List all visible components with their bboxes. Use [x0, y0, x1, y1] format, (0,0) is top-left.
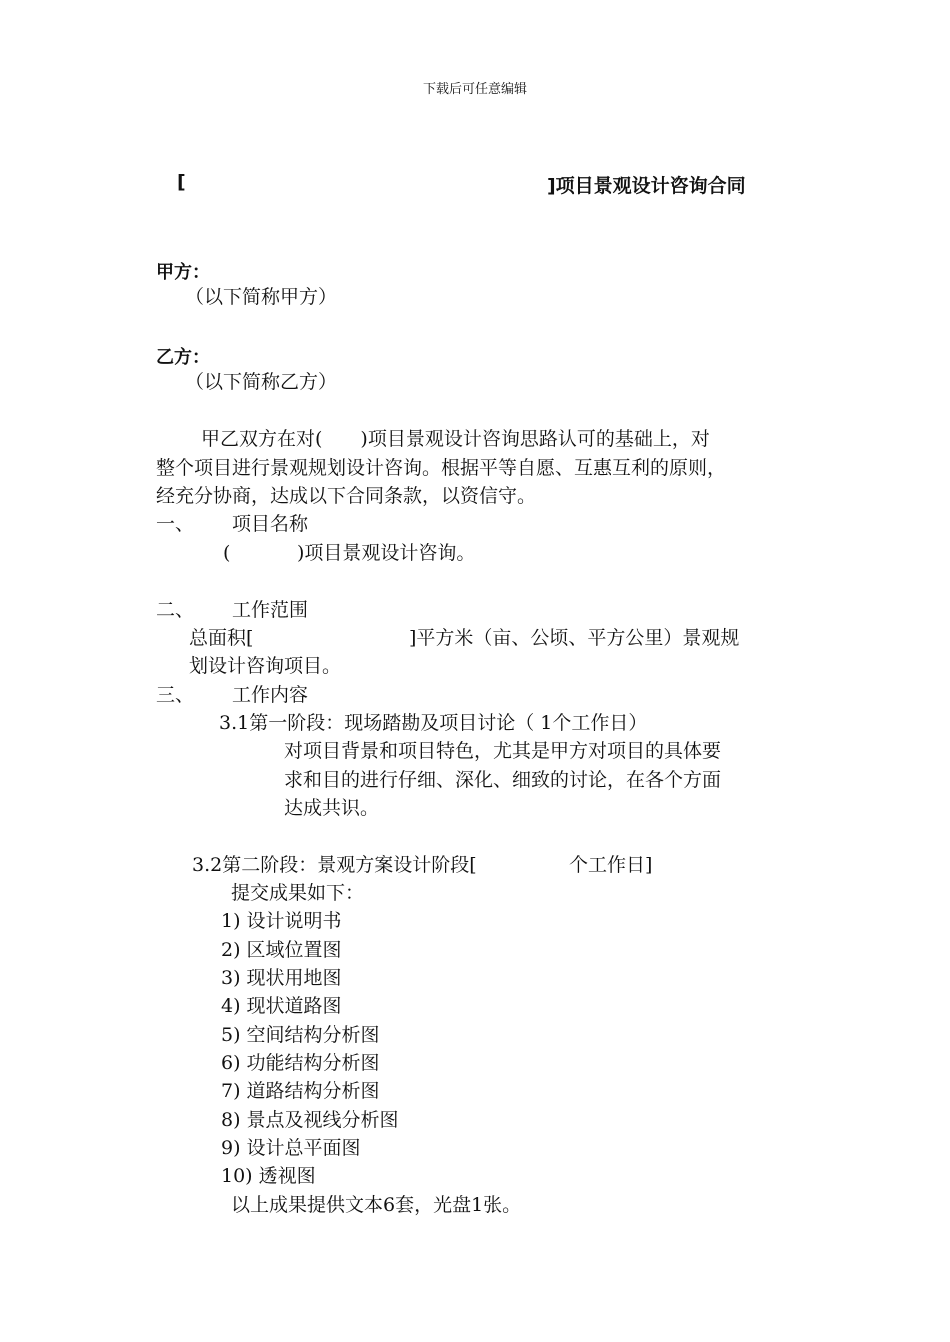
deliverable-item: 6) 功能结构分析图 — [221, 1052, 380, 1074]
phase2-title-end: 个工作日] — [569, 854, 653, 876]
section1-heading: 项目名称 — [232, 513, 309, 535]
section3-heading: 工作内容 — [232, 684, 309, 706]
page-header: 下载后可任意编辑 — [422, 82, 527, 97]
party-a-label: 甲方： — [156, 262, 210, 283]
deliverable-item: 10) 透视图 — [221, 1165, 316, 1187]
phase1-title: 3.1第一阶段：现场踏勘及项目讨论（ 1个工作日） — [219, 712, 648, 734]
section1-content-open: ( — [223, 542, 231, 564]
phase1-desc-line: 对项目背景和项目特色，尤其是甲方对项目的具体要 — [284, 740, 722, 762]
section2-line2: 划设计咨询项目。 — [189, 655, 342, 677]
deliverable-item: 1) 设计说明书 — [221, 910, 342, 932]
section2-line1-end: ]平方米（亩、公顷、平方公里）景观规 — [409, 627, 740, 649]
phase1-desc-line: 求和目的进行仔细、深化、细致的讨论，在各个方面 — [284, 769, 722, 791]
section1-number: 一、 — [156, 513, 195, 535]
deliverable-item: 8) 景点及视线分析图 — [221, 1109, 399, 1131]
deliverable-item: 7) 道路结构分析图 — [221, 1080, 380, 1102]
deliverable-item: 4) 现状道路图 — [221, 995, 342, 1017]
deliverable-item: 9) 设计总平面图 — [221, 1137, 361, 1159]
deliverable-item: 5) 空间结构分析图 — [221, 1024, 380, 1046]
section3-number: 三、 — [156, 684, 195, 706]
document-title: ]项目景观设计咨询合同 — [547, 175, 746, 197]
intro-line-1: 甲乙双方在对( )项目景观设计咨询思路认可的基础上，对 — [201, 428, 710, 450]
party-a-note: （以下简称甲方） — [185, 286, 338, 308]
section2-line1-start: 总面积[ — [189, 627, 254, 649]
section1-content: )项目景观设计咨询。 — [297, 542, 476, 564]
phase2-submit-label: 提交成果如下： — [231, 882, 365, 904]
title-bracket-open: [ — [177, 171, 186, 193]
party-b-note: （以下简称乙方） — [185, 371, 338, 393]
intro-line-3: 经充分协商，达成以下合同条款，以资信守。 — [156, 485, 537, 507]
party-b-label: 乙方： — [156, 347, 210, 368]
section2-number: 二、 — [156, 599, 195, 621]
deliverable-item: 2) 区域位置图 — [221, 939, 342, 961]
section2-heading: 工作范围 — [232, 599, 309, 621]
deliverable-item: 3) 现状用地图 — [221, 967, 342, 989]
intro-line-2: 整个项目进行景观规划设计咨询。根据平等自愿、互惠互利的原则， — [156, 457, 727, 479]
phase2-title-start: 3.2第二阶段：景观方案设计阶段[ — [192, 854, 477, 876]
deliverables-summary: 以上成果提供文本6套，光盘1张。 — [231, 1194, 522, 1216]
phase1-desc-line: 达成共识。 — [284, 797, 380, 819]
